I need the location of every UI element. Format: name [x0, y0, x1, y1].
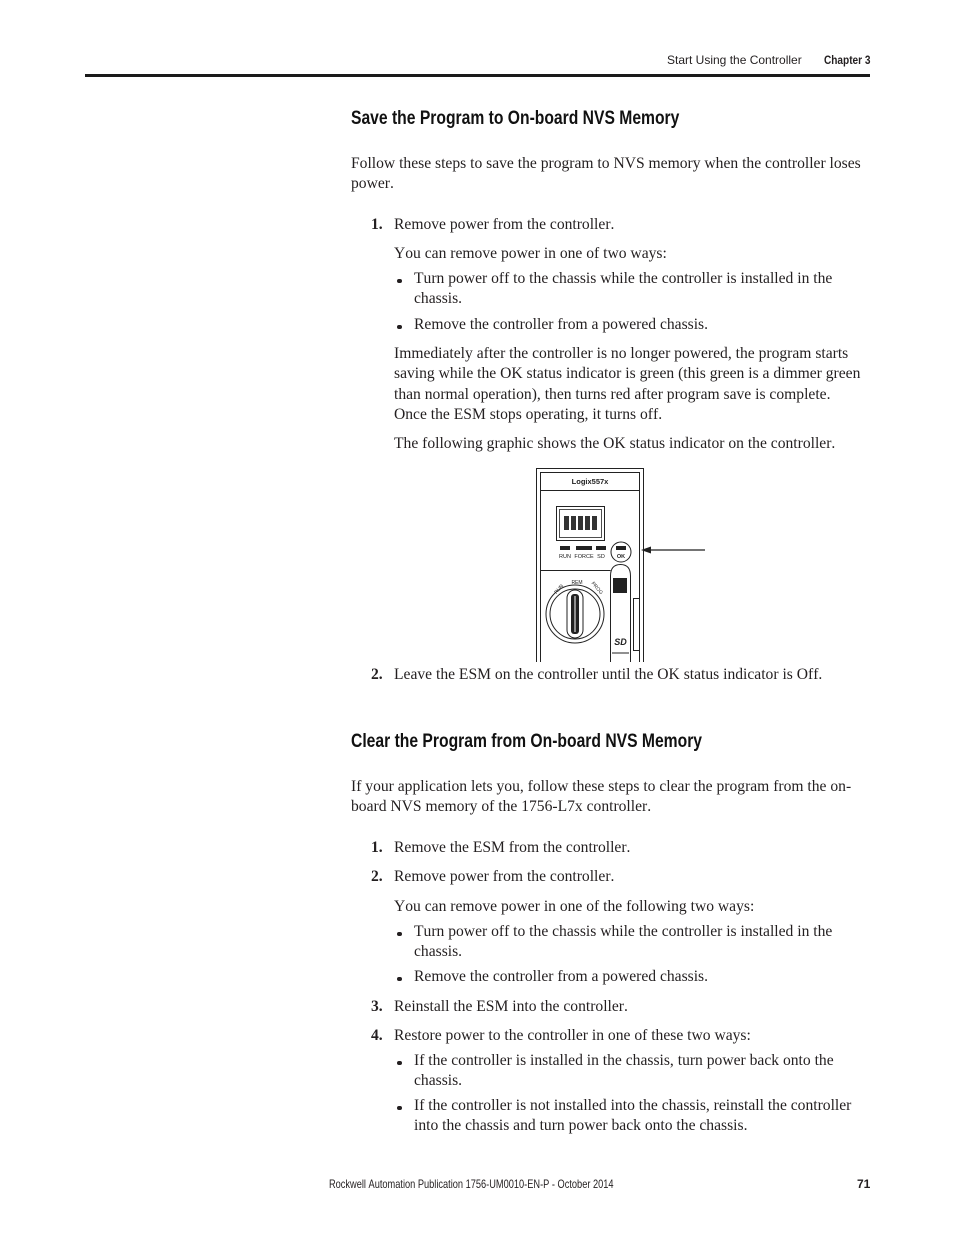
mode-run-label: RUN: [553, 583, 566, 596]
step-number: 2.: [371, 868, 383, 885]
force-indicator-label: FORCE: [574, 554, 594, 560]
bullet-item: Remove the controller from a powered chassis.: [414, 316, 709, 333]
section-intro-save: Follow these steps to save the program to NVS memory when the controller loses power.: [351, 155, 861, 193]
step-note: You can remove power in one of the following two ways:: [394, 898, 755, 915]
sd-led: [596, 546, 606, 550]
step-number: 1.: [371, 216, 383, 233]
step-note: You can remove power in one of two ways:: [394, 245, 667, 262]
mode-prog-label: PROG: [589, 580, 604, 596]
display-character: [592, 516, 597, 530]
chapter-label: Chapter 3: [824, 53, 871, 67]
run-led: [560, 546, 570, 550]
section-title-clear: Clear the Program from On-board NVS Memory: [351, 731, 703, 752]
step-text: Reinstall the ESM into the controller.: [394, 998, 628, 1015]
step-text: Remove the ESM from the controller.: [394, 839, 631, 856]
step-number: 1.: [371, 839, 383, 856]
bullet-item: If the controller is not installed into the chassis, reinstall the controller into the chassis and turn power back onto the chassis.: [414, 1097, 852, 1135]
bullet-icon: [397, 279, 402, 284]
status-display: [557, 507, 605, 541]
sd-indicator-label: SD: [597, 554, 605, 560]
header-rule: [85, 74, 870, 77]
status-indicators: [559, 542, 631, 562]
side-latch: [634, 599, 640, 651]
esm-channel: [611, 565, 640, 663]
step-text: Remove power from the controller.: [394, 868, 615, 885]
controller-figure: [530, 462, 710, 662]
bullet-item: Turn power off to the chassis while the controller is installed in the chassis.: [414, 270, 833, 308]
step-number: 3.: [371, 998, 383, 1015]
run-indicator-label: RUN: [559, 554, 571, 560]
callout-arrow-icon: [641, 547, 705, 554]
step-text: Restore power to the controller in one of these two ways:: [394, 1027, 751, 1044]
section-intro-clear: If your application lets you, follow these steps to clear the program from the on-board NVS memory of the 1756-L7x controller.: [351, 778, 852, 816]
bullet-icon: [397, 325, 402, 330]
bullet-icon: [397, 977, 402, 982]
arrow-head: [641, 547, 651, 554]
step-detail: Immediately after the controller is no longer powered, the program starts saving while the OK status indicator is green (this green is a dimmer green than normal operation), then turns red after program save is complete. Once the ESM stops operating, it turns off.: [394, 345, 861, 424]
force-led: [576, 546, 592, 550]
page-number: 71: [857, 1177, 871, 1191]
ok-led: [616, 546, 626, 550]
ok-indicator-label: OK: [616, 554, 626, 560]
display-character: [564, 516, 569, 530]
sd-logo: SD: [614, 637, 627, 647]
step-text: Remove power from the controller.: [394, 216, 615, 233]
sd-card-slot: [613, 578, 627, 593]
model-label: Logix557x: [571, 477, 609, 486]
bullet-item: Remove the controller from a powered chassis.: [414, 968, 709, 985]
bullet-icon: [397, 1061, 402, 1066]
step-number: 4.: [371, 1027, 383, 1044]
mode-rem-label: REM: [571, 580, 583, 586]
bullet-item: Turn power off to the chassis while the controller is installed in the chassis.: [414, 923, 833, 961]
bullet-icon: [397, 932, 402, 937]
step-detail: The following graphic shows the OK status indicator on the controller.: [394, 435, 836, 452]
display-character: [585, 516, 590, 530]
section-title-save: Save the Program to On-board NVS Memory: [351, 108, 680, 129]
mode-switch: [546, 580, 604, 643]
running-title: Start Using the Controller: [667, 53, 802, 67]
bullet-item: If the controller is installed in the chassis, turn power back onto the chassis.: [414, 1052, 834, 1090]
display-character: [571, 516, 576, 530]
display-character: [578, 516, 583, 530]
step-text: Leave the ESM on the controller until the OK status indicator is Off.: [394, 666, 823, 683]
bullet-icon: [397, 1106, 402, 1111]
step-number: 2.: [371, 666, 383, 683]
publication-footer: Rockwell Automation Publication 1756-UM0010-EN-P - October 2014: [329, 1177, 614, 1191]
